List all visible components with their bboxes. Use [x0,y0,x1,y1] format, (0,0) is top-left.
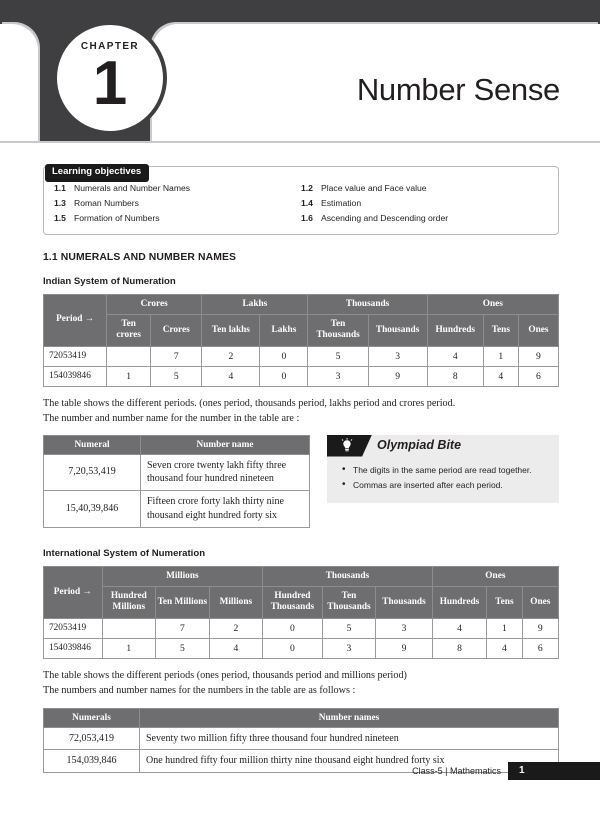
objective-label: Estimation [321,198,362,209]
objective-number: 1.2 [301,183,313,193]
table-row [44,366,559,386]
objective-number: 1.5 [54,213,66,224]
international-sub-heading: International System of Numeration [43,547,206,559]
olympiad-bite-title: Olympiad Bite [377,438,462,453]
period-thousands: Thousands [263,566,433,586]
digit-cell: 3 [322,638,376,658]
digit-cell: 7 [156,618,210,638]
objective-item [54,198,301,209]
list-item: • Commas are inserted after each period. [353,479,551,491]
header-divider [0,141,600,143]
digit-cell: 7 [151,346,202,366]
olympiad-bite-header [327,435,559,457]
digit-cell: 1 [107,366,151,386]
row-number: 72053419 [44,346,107,366]
digit-cell: 6 [518,366,558,386]
digit-cell: 4 [209,638,263,658]
olympiad-bite-tab [327,435,372,457]
digit-cell: 5 [151,366,202,386]
digit-cell: 8 [427,366,483,386]
learning-objectives-tab: Learning objectives [45,164,149,182]
numerals-header: Numerals [44,708,140,727]
footer-label: Class-5 | Mathematics [412,766,501,776]
digit-cell: 0 [263,638,323,658]
place-ten-thousands: Ten Thousands [322,587,376,619]
digit-cell: 0 [260,366,308,386]
lightbulb-icon [341,438,353,453]
number-names-header: Number names [140,708,559,727]
table-row [44,638,559,658]
numeral-value: 15,40,39,846 [44,491,141,528]
period-ones: Ones [427,294,558,314]
list-item: • The digits in the same period are read together. [353,464,551,476]
indian-sub-heading: Indian System of Numeration [43,275,176,287]
objective-item [301,213,548,224]
indian-place-value-table [43,294,559,387]
place-ones: Ones [522,587,558,619]
digit-cell: 3 [308,366,368,386]
digit-cell: 4 [483,366,518,386]
objective-label: Formation of Numbers [74,213,160,224]
page-header [0,0,600,143]
objective-item [54,183,301,194]
digit-cell: 4 [487,638,522,658]
digit-cell: 4 [202,366,260,386]
period-crores: Crores [107,294,202,314]
digit-cell: 5 [156,638,210,658]
digit-cell: 1 [102,638,156,658]
numeral-value: 72,053,419 [44,727,140,750]
period-label: Period → [44,566,103,618]
row-number: 154039846 [44,638,103,658]
table-row [44,491,310,528]
place-ones: Ones [518,314,558,346]
place-thousands: Thousands [376,587,433,619]
objective-item [54,213,301,224]
number-name-value: One hundred fifty four million thirty nine thousand eight hundred forty six [140,750,559,773]
place-millions: Millions [209,587,263,619]
international-paragraph-1: The table shows the different periods (ones period, thousands period and millions period) [43,669,407,681]
chapter-word: CHAPTER [80,41,140,52]
indian-paragraph-2: The number and number name for the number in the table are : [43,413,300,424]
place-ten-thousands: Ten Thousands [308,314,368,346]
place-crores: Crores [151,314,202,346]
indian-numeral-and-tip [43,435,559,528]
digit-cell: 9 [522,618,558,638]
international-place-value-table [43,566,559,659]
digit-cell: 0 [260,346,308,366]
place-ten-crores: Ten crores [107,314,151,346]
digit-cell: 1 [487,618,522,638]
chapter-number: 1 [92,49,128,118]
place-hundred-thousands: Hundred Thousands [263,587,323,619]
digit-cell: 2 [202,346,260,366]
row-number: 72053419 [44,618,103,638]
digit-cell: 5 [308,346,368,366]
place-hundreds: Hundreds [432,587,487,619]
header-white-left-corner [0,24,38,143]
table-row [44,727,559,750]
place-thousands: Thousands [368,314,427,346]
digit-cell: 0 [263,618,323,638]
place-hundred-millions: Hundred Millions [102,587,156,619]
digit-cell [102,618,156,638]
digit-cell: 5 [322,618,376,638]
place-hundreds: Hundreds [427,314,483,346]
table-row-places [44,587,559,619]
digit-cell: 1 [483,346,518,366]
digit-cell: 2 [209,618,263,638]
international-paragraph-2: The numbers and number names for the numbers in the table are as follows : [43,685,356,697]
table-row-places [44,314,559,346]
objective-label: Roman Numbers [74,198,139,209]
table-row-header [44,435,310,454]
place-lakhs: Lakhs [260,314,308,346]
place-ten-millions: Ten Millions [156,587,210,619]
digit-cell: 3 [368,346,427,366]
period-ones: Ones [432,566,558,586]
digit-cell: 9 [368,366,427,386]
objective-number: 1.3 [54,198,66,209]
section-heading: 1.1 NUMERALS AND NUMBER NAMES [43,251,237,263]
digit-cell: 3 [376,618,433,638]
table-row-period [44,294,559,314]
page-content [43,166,559,773]
objective-item [301,183,548,194]
objective-label: Ascending and Descending order [321,213,449,224]
numeral-value: 7,20,53,419 [44,454,141,491]
digit-cell: 4 [432,618,487,638]
olympiad-bite-list [327,464,559,492]
objective-number: 1.1 [54,183,66,193]
period-lakhs: Lakhs [202,294,308,314]
place-ten-lakhs: Ten lakhs [202,314,260,346]
digit-cell: 6 [522,638,558,658]
place-tens: Tens [483,314,518,346]
page-title: Number Sense [356,72,560,107]
digit-cell: 8 [432,638,487,658]
table-row-header [44,708,559,727]
digit-cell: 9 [518,346,558,366]
period-label: Period → [44,294,107,346]
page-footer [0,762,600,780]
learning-objectives-grid [54,183,548,225]
table-row [44,454,310,491]
indian-paragraph-1: The table shows the different periods. (ones period, thousands period, lakhs period and crores period. [43,397,456,409]
number-name-value: Seventy two million fifty three thousand four hundred nineteen [140,727,559,750]
numeral-value: 154,039,846 [44,750,140,773]
objective-item [301,198,548,209]
indian-numeral-name-table [43,435,310,528]
period-thousands: Thousands [308,294,427,314]
table-row [44,346,559,366]
place-tens: Tens [487,587,522,619]
row-number: 154039846 [44,366,107,386]
learning-objectives [43,166,559,235]
table-row-period [44,566,559,586]
number-name-value: Fifteen crore forty lakh thirty nine thousand eight hundred forty six [141,491,310,528]
digit-cell: 4 [427,346,483,366]
page-number: 1 [508,762,600,780]
numeral-header: Numeral [44,435,141,454]
number-name-value: Seven crore twenty lakh fifty three thousand four hundred nineteen [141,454,310,491]
digit-cell [107,346,151,366]
objective-number: 1.4 [301,198,313,209]
table-row [44,618,559,638]
objective-label: Numerals and Number Names [74,183,191,193]
objective-label: Place value and Face value [321,183,427,193]
digit-cell: 9 [376,638,433,658]
number-name-header: Number name [141,435,310,454]
chapter-badge [53,21,167,135]
objective-number: 1.6 [301,213,313,224]
period-millions: Millions [102,566,263,586]
olympiad-bite-box [327,435,559,504]
